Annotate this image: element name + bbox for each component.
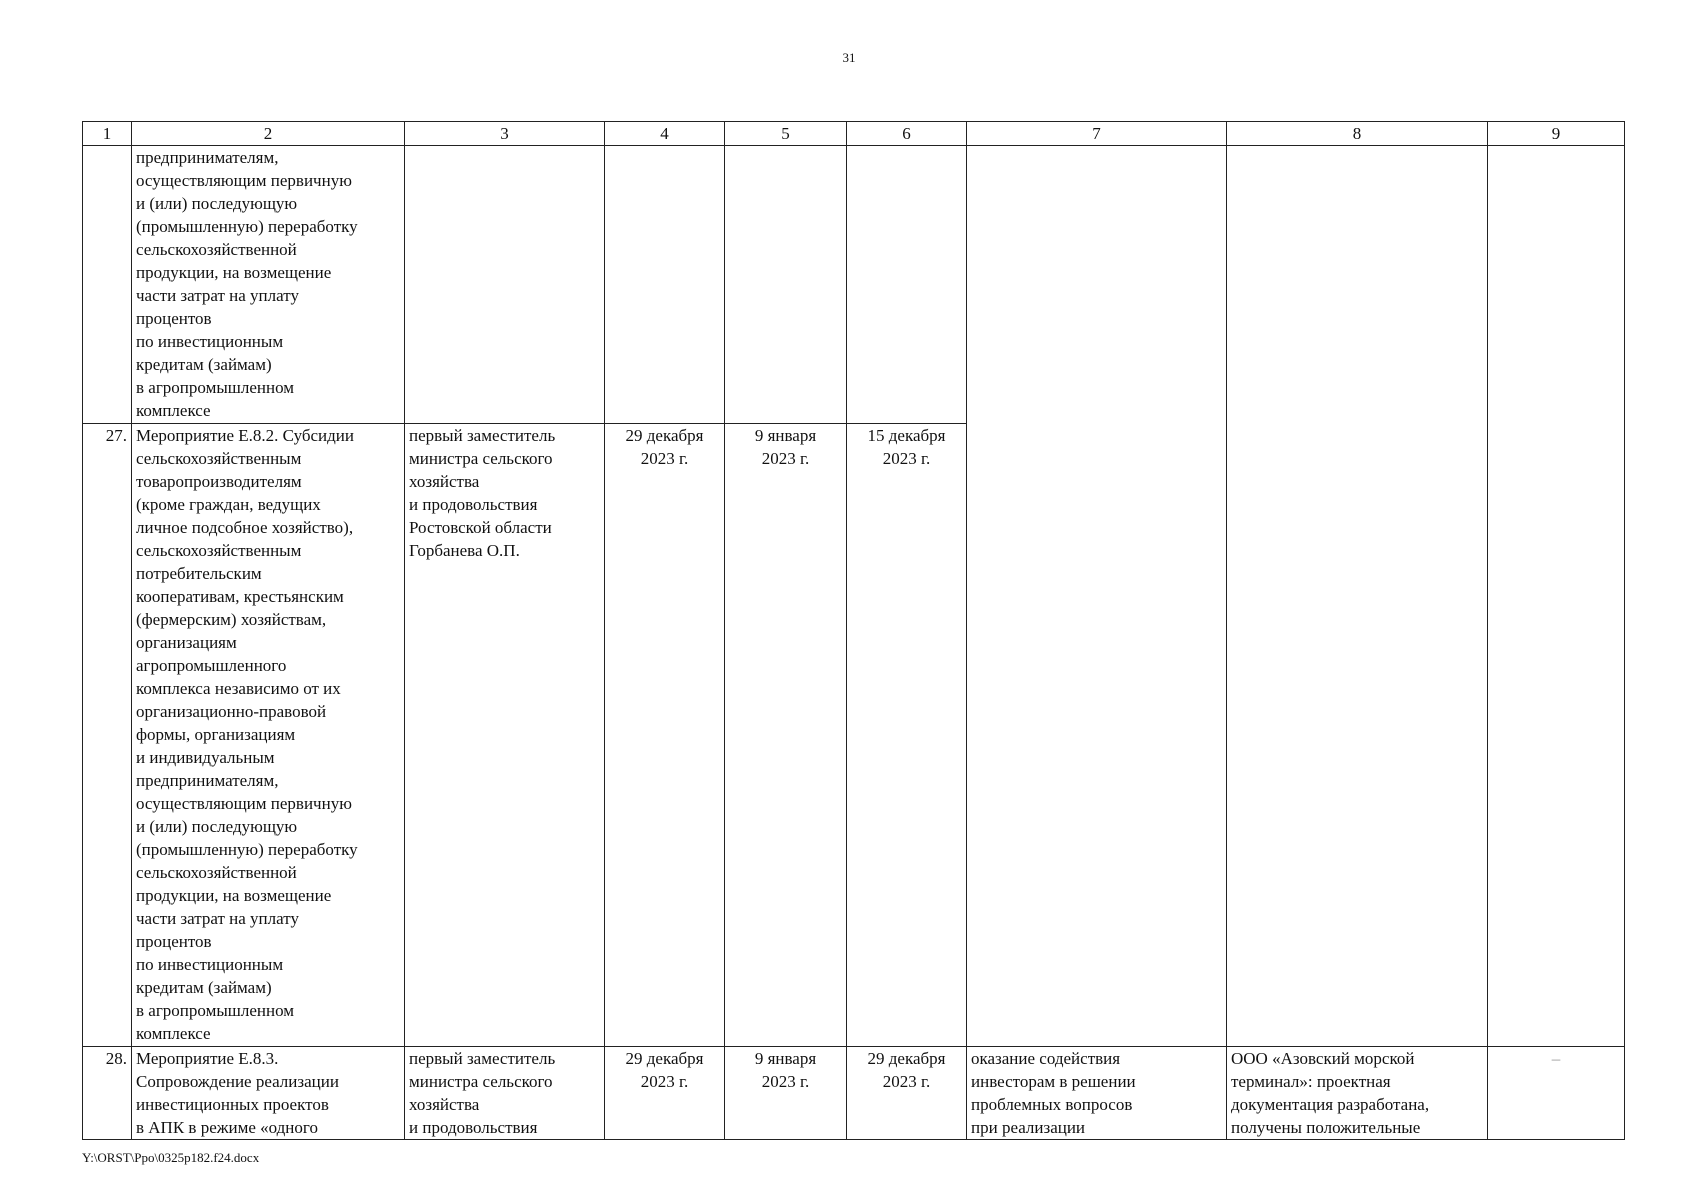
table-row [83, 1047, 1625, 1140]
header-col-8: 8 [1227, 122, 1488, 146]
row-number-cell: 28. [83, 1047, 132, 1140]
note-cell: – [1488, 1047, 1625, 1140]
responsible-cell: первый заместитель министра сельского хозяйства и продовольствия Ростовской области Горбанева О.П. [405, 424, 605, 1047]
result-cell [967, 146, 1227, 1047]
page-number: 31 [842, 50, 856, 65]
date-cell: 29 декабря 2023 г. [605, 1047, 725, 1140]
date-cell: 9 января 2023 г. [725, 424, 847, 1047]
header-col-3: 3 [405, 122, 605, 146]
column-number-row [83, 122, 1625, 146]
measure-name-cell: Мероприятие Е.8.3. Сопровождение реализации инвестиционных проектов в АПК в режиме «одного [132, 1047, 405, 1140]
measure-name-cell: Мероприятие Е.8.2. Субсидии сельскохозяйственным товаропроизводителям (кроме граждан, ведущих личное подсобное хозяйство), сельскохозяйственным потребительским кооперативам, крестьянским (фермерским) хозяйствам, организациям агропромышленного комплекса независимо от их организационно-правовой формы, организациям и индивидуальным предпринимателям, осуществляющим первичную и (или) последующую (промышленную) переработку сельскохозяйственной продукции, на возмещение части затрат на уплату процентов по инвестиционным кредитам (займам) в агропромышленном комплексе [132, 424, 405, 1047]
responsible-cell [405, 146, 605, 424]
header-col-5: 5 [725, 122, 847, 146]
date-cell: 29 декабря 2023 г. [847, 1047, 967, 1140]
header-col-2: 2 [132, 122, 405, 146]
date-cell [605, 146, 725, 424]
file-path-footer: Y:\ORST\Ppo\0325p182.f24.docx [82, 1150, 260, 1165]
row-number-cell [83, 146, 132, 424]
table-row [83, 146, 1625, 424]
date-cell [847, 146, 967, 424]
status-cell [1227, 146, 1488, 1047]
plan-table [82, 121, 1625, 1140]
row-number-cell: 27. [83, 424, 132, 1047]
date-cell: 15 декабря 2023 г. [847, 424, 967, 1047]
result-cell: оказание содействия инвесторам в решении проблемных вопросов при реализации [967, 1047, 1227, 1140]
date-cell [725, 146, 847, 424]
header-col-7: 7 [967, 122, 1227, 146]
header-col-4: 4 [605, 122, 725, 146]
date-cell: 29 декабря 2023 г. [605, 424, 725, 1047]
date-cell: 9 января 2023 г. [725, 1047, 847, 1140]
status-cell: ООО «Азовский морской терминал»: проектная документация разработана, получены положительные [1227, 1047, 1488, 1140]
note-cell [1488, 146, 1625, 1047]
header-col-6: 6 [847, 122, 967, 146]
header-col-1: 1 [83, 122, 132, 146]
responsible-cell: первый заместитель министра сельского хозяйства и продовольствия [405, 1047, 605, 1140]
header-col-9: 9 [1488, 122, 1625, 146]
measure-name-cell: предпринимателям, осуществляющим первичную и (или) последующую (промышленную) переработку сельскохозяйственной продукции, на возмещение части затрат на уплату процентов по инвестиционным кредитам (займам) в агропромышленном комплексе [132, 146, 405, 424]
